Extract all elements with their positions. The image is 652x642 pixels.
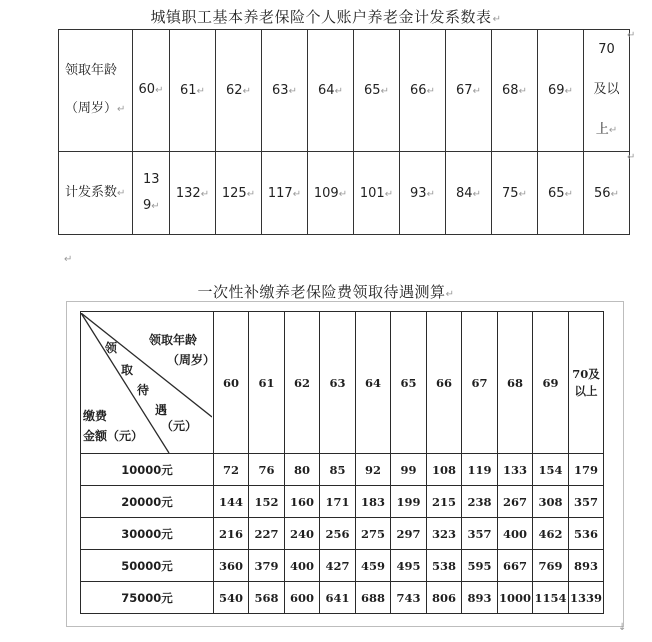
benefit-cell: 240	[285, 518, 320, 550]
age-cell: 68↵	[492, 30, 538, 152]
age-cell: 62↵	[216, 30, 262, 152]
coefficient-cell: 101↵	[354, 152, 400, 235]
benefit-cell: 267	[498, 486, 533, 518]
benefit-cell: 215	[427, 486, 462, 518]
age-cell: 63↵	[262, 30, 308, 152]
coefficient-cell: 109↵	[308, 152, 354, 235]
pension-coefficient-table	[58, 29, 630, 235]
age-header-cell: 66	[427, 312, 462, 454]
table-row	[81, 486, 604, 518]
age-header-cell: 68	[498, 312, 533, 454]
coefficient-label-cell: 计发系数↵	[59, 152, 133, 235]
age-cell-70-plus: 70 及以 上↵	[584, 30, 630, 152]
table1-age-row	[59, 30, 630, 152]
benefit-cell: 183	[356, 486, 391, 518]
age-cell: 60↵	[133, 30, 170, 152]
age-header-cell: 61	[249, 312, 285, 454]
age-header-cell: 64	[356, 312, 391, 454]
corner-payment-label: 缴费	[83, 408, 108, 423]
age-header-cell: 69	[533, 312, 569, 454]
benefit-cell: 360	[214, 550, 249, 582]
benefit-cell: 688	[356, 582, 391, 614]
corner-benefit-unit: （元）	[161, 418, 198, 433]
benefit-cell: 154	[533, 454, 569, 486]
benefit-cell: 893	[462, 582, 498, 614]
age-cell: 67↵	[446, 30, 492, 152]
benefit-cell: 379	[249, 550, 285, 582]
benefit-cell: 275	[356, 518, 391, 550]
benefit-cell: 769	[533, 550, 569, 582]
age-label-cell: 领取年龄 （周岁）↵	[59, 30, 133, 152]
benefit-cell: 85	[320, 454, 356, 486]
benefit-cell: 179	[569, 454, 604, 486]
coefficient-cell: 13 9↵	[133, 152, 170, 235]
age-cell: 64↵	[308, 30, 354, 152]
benefit-cell: 216	[214, 518, 249, 550]
coefficient-cell: 125↵	[216, 152, 262, 235]
benefit-cell: 595	[462, 550, 498, 582]
benefit-cell: 133	[498, 454, 533, 486]
table2-title: 一次性补缴养老保险费领取待遇测算↵	[197, 283, 455, 301]
benefit-cell: 72	[214, 454, 249, 486]
age-cell: 66↵	[400, 30, 446, 152]
table2-header-row	[81, 312, 604, 454]
benefit-cell: 462	[533, 518, 569, 550]
table1-title: 城镇职工基本养老保险个人账户养老金计发系数表↵	[150, 8, 502, 26]
benefit-cell: 357	[462, 518, 498, 550]
benefit-cell: 76	[249, 454, 285, 486]
coefficient-cell: 117↵	[262, 152, 308, 235]
benefit-cell: 1154	[533, 582, 569, 614]
corner-benefit-char: 遇	[155, 402, 168, 417]
benefit-cell: 400	[285, 550, 320, 582]
benefit-cell: 538	[427, 550, 462, 582]
benefit-cell: 536	[569, 518, 604, 550]
age-cell: 61↵	[170, 30, 216, 152]
corner-age-label: 领取年龄	[149, 332, 198, 347]
benefit-estimate-table	[80, 311, 604, 614]
benefit-cell: 92	[356, 454, 391, 486]
coefficient-cell: 132↵	[170, 152, 216, 235]
benefit-cell: 540	[214, 582, 249, 614]
age-cell: 69↵	[538, 30, 584, 152]
payment-amount-cell: 50000元	[81, 550, 214, 582]
benefit-cell: 80	[285, 454, 320, 486]
benefit-cell: 400	[498, 518, 533, 550]
benefit-cell: 108	[427, 454, 462, 486]
table-row	[81, 550, 604, 582]
corner-age-unit: （周岁）	[167, 352, 216, 367]
benefit-cell: 144	[214, 486, 249, 518]
coefficient-cell: 84↵	[446, 152, 492, 235]
coefficient-cell: 65↵	[538, 152, 584, 235]
age-header-cell-70-plus: 70及 以上	[569, 312, 604, 454]
benefit-cell: 152	[249, 486, 285, 518]
coefficient-cell: 56↵	[584, 152, 630, 235]
corner-benefit-char: 取	[121, 362, 134, 377]
corner-benefit-char: 待	[137, 382, 150, 397]
benefit-cell: 227	[249, 518, 285, 550]
benefit-cell: 427	[320, 550, 356, 582]
age-cell: 65↵	[354, 30, 400, 152]
benefit-cell: 357	[569, 486, 604, 518]
benefit-cell: 171	[320, 486, 356, 518]
corner-payment-unit: 金额（元）	[83, 428, 144, 443]
benefit-cell: 667	[498, 550, 533, 582]
benefit-cell: 495	[391, 550, 427, 582]
benefit-cell: 119	[462, 454, 498, 486]
resize-handle-icon[interactable]: ↓	[618, 622, 627, 633]
coefficient-cell: 75↵	[492, 152, 538, 235]
row-end-mark: ↵	[627, 30, 636, 41]
age-header-cell: 63	[320, 312, 356, 454]
corner-benefit-char: 领	[105, 340, 118, 355]
payment-amount-cell: 75000元	[81, 582, 214, 614]
benefit-cell: 1000	[498, 582, 533, 614]
age-header-cell: 60	[214, 312, 249, 454]
benefit-cell: 238	[462, 486, 498, 518]
benefit-cell: 1339	[569, 582, 604, 614]
table-row	[81, 518, 604, 550]
row-end-mark: ↵	[627, 152, 636, 163]
payment-amount-cell: 30000元	[81, 518, 214, 550]
benefit-cell: 893	[569, 550, 604, 582]
benefit-cell: 743	[391, 582, 427, 614]
coefficient-cell: 93↵	[400, 152, 446, 235]
table-row	[81, 454, 604, 486]
table1-coefficient-row	[59, 152, 630, 235]
benefit-cell: 568	[249, 582, 285, 614]
benefit-cell: 308	[533, 486, 569, 518]
age-header-cell: 67	[462, 312, 498, 454]
benefit-cell: 641	[320, 582, 356, 614]
age-header-cell: 65	[391, 312, 427, 454]
diagonal-header-cell	[81, 312, 214, 454]
benefit-cell: 256	[320, 518, 356, 550]
benefit-cell: 199	[391, 486, 427, 518]
benefit-cell: 806	[427, 582, 462, 614]
benefit-cell: 297	[391, 518, 427, 550]
payment-amount-cell: 10000元	[81, 454, 214, 486]
table-row	[81, 582, 604, 614]
benefit-cell: 160	[285, 486, 320, 518]
benefit-cell: 600	[285, 582, 320, 614]
benefit-cell: 323	[427, 518, 462, 550]
benefit-cell: 99	[391, 454, 427, 486]
paragraph-mark: ↵	[64, 254, 73, 265]
payment-amount-cell: 20000元	[81, 486, 214, 518]
benefit-cell: 459	[356, 550, 391, 582]
age-header-cell: 62	[285, 312, 320, 454]
